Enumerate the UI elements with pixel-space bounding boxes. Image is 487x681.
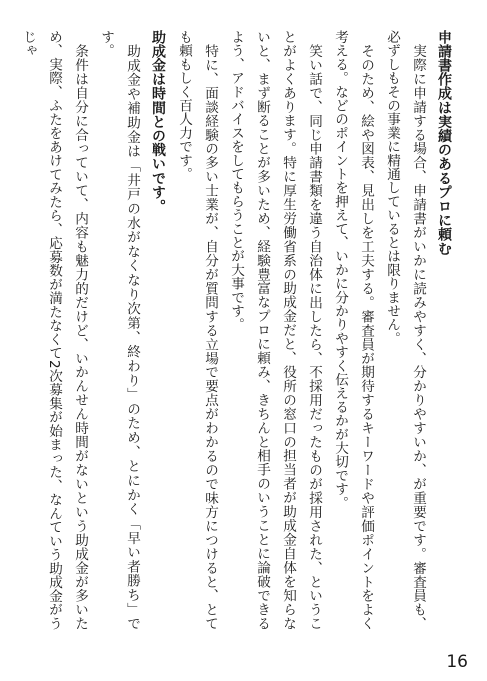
paragraph: 特に、面談経験の多い士業が、自分が質問する立場で要点がわかるので味方につけると、とても頼もしく百人力です。 <box>176 30 218 630</box>
page-number: 16 <box>446 652 468 672</box>
paragraph: 実際に申請する場合、申請書がいかに読みやすく、分かりやすいか、が重要です。審査員も、必ずしもその事業に精通しているとは限りません。 <box>384 30 426 630</box>
paragraph: 条件は自分に合っていて、内容も魅力的だけど、いかんせん時間がないという助成金が多いため、実際、ふたをあけてみたら、応募数が満たなくて2次募集が始まった、なんていう助成金がうじゃ <box>20 30 88 630</box>
paragraph: 笑い話で、同じ申請書類を違う自治体に出したら、不採用だったものが採用された、ということがよくあります。特に厚生労働省系の助成金だと、役所の窓口の担当者が助成金自体を知らないと、まず断ることが多いため、経験豊富なプロに頼み、きちんと相手のいうことに論破できるよう、アドバイスをしてもらうことが大事です。 <box>228 30 322 630</box>
vertical-text-body <box>20 30 457 630</box>
paragraph: 助成金や補助金は「井戸の水がなくなり次第、終わり」のため、とにかく「早い者勝ち」です。 <box>98 30 140 630</box>
section-heading-time: 助成金は時間との戦いです。 <box>150 30 166 214</box>
section-heading-application: 申請書作成は実績のあるプロに頼む <box>436 30 452 256</box>
paragraph: そのため、絵や図表、見出しを工夫する。審査員が期待するキーワードや評価ポイントをよく考える。などのポイントを押えて、いかに分かりやすく伝えるかが大切です。 <box>332 30 374 630</box>
